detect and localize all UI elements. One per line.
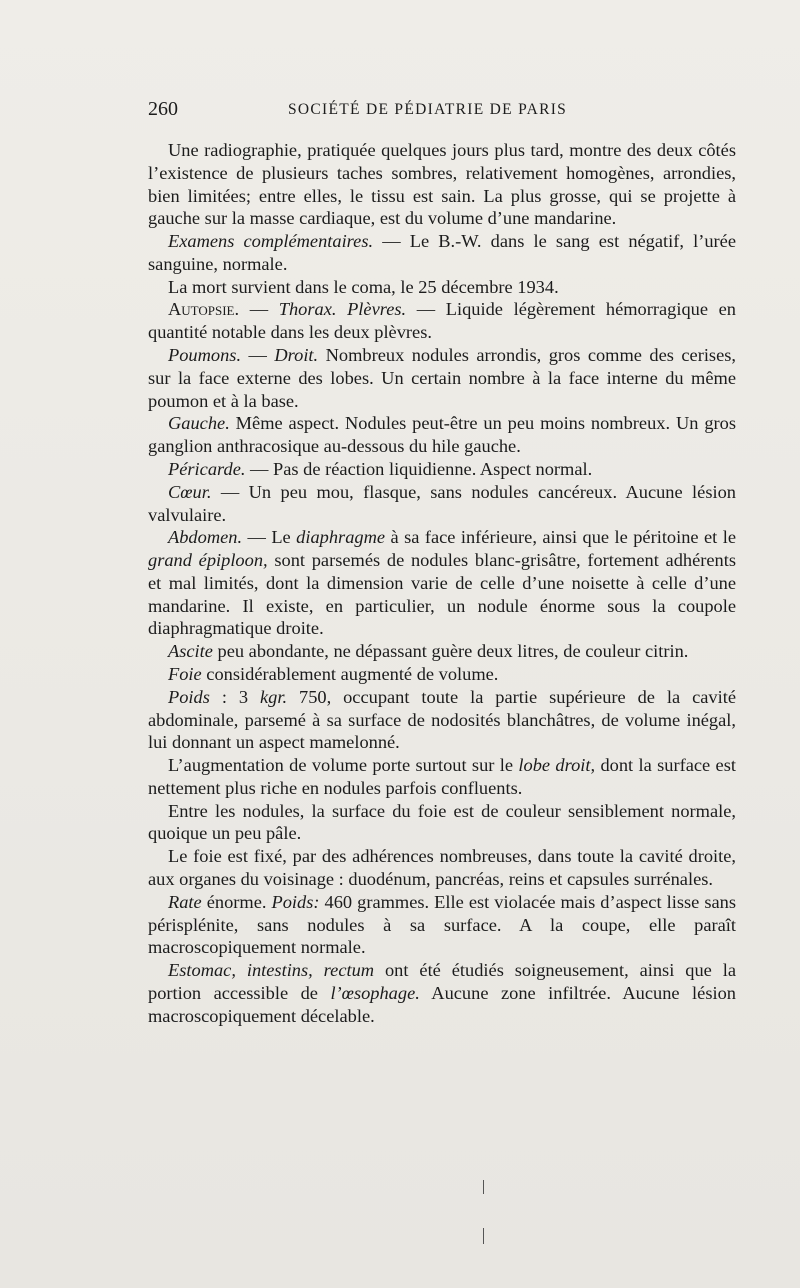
examens-label: Examens complémentaires. [168,231,374,252]
paragraph-estomac: Estomac, intestins, rectum ont été étudiés soigneusement, ainsi que la portion accessible de l’œsophage. Aucune zone infiltrée. Aucune lésion macroscopiquement décelable. [148,960,736,1026]
paragraph-surface: Entre les nodules, la surface du foie est de couleur sensiblement normale, quoique un peu pâle. [148,800,736,844]
paragraph-examens: Examens complémentaires. — Le B.-W. dans le sang est négatif, l’urée sanguine, normale. [148,231,736,274]
print-mark [483,1228,484,1244]
running-head: SOCIÉTÉ DE PÉDIATRIE DE PARIS [288,101,568,118]
paragraph-adherences: Le foie est fixé, par des adhérences nombreuses, dans toute la cavité droite, aux organes du voisinage : duodénum, pancréas, reins et capsules surrénales. [148,846,736,889]
page-header [148,98,736,126]
paragraph-death: La mort survient dans le coma, le 25 décembre 1934. [168,276,559,297]
paragraph-poids-foie: Poids : 3 kgr. 750, occupant toute la partie supérieure de la cavité abdominale, parsemé à sa surface de nodosités blanchâtres, de volume inégal, lui donnant un aspect mamelonné. [148,686,736,753]
print-mark [483,1180,484,1194]
paragraph-gauche: Gauche. Même aspect. Nodules peut-être un peu moins nombreux. Un gros ganglion anthracosique au-dessous du hile gauche. [148,413,736,457]
paragraph-radiography: Une radiographie, pratiquée quelques jours plus tard, montre des deux côtés l’existence de plusieurs taches sombres, relativement homogènes, arrondies, bien limitées; entre elles, le tissu est sain. La plus grosse, qui se projette à gauche sur la masse cardiaque, est du volume d’une mandarine. [148,140,736,229]
paragraph-poumons: Poumons. — Droit. Nombreux nodules arrondis, gros comme des cerises, sur la face externe des lobes. Un certain nombre à la face interne du même poumon et à la base. [148,345,737,411]
autopsie-label: Autopsie. [168,299,240,320]
paragraph-coeur: Cœur. — Un peu mou, flasque, sans nodules cancéreux. Aucune lésion valvulaire. [148,481,736,525]
body-text [148,139,736,1027]
paragraph-foie: Foie considérablement augmenté de volume. [168,663,499,684]
paragraph-autopsie: Autopsie. — Thorax. Plèvres. — Liquide légèrement hémorragique en quantité notable dans les deux plèvres. [148,299,736,343]
paragraph-rate: Rate énorme. Poids: 460 grammes. Elle est violacée mais d’aspect lisse sans périsplénite, sans nodules à sa surface. A la coupe, elle paraît macroscopiquement normale. [148,891,736,958]
page-number: 260 [148,98,178,120]
paragraph-abdomen: Abdomen. — Le diaphragme à sa face inférieure, ainsi que le péritoine et le grand épiploon, sont parsemés de nodules blanc-grisâtre, fortement adhérents et mal limités, dont la dimension varie de celle d’une noisette à celle d’une mandarine. Il existe, en particulier, un nodule énorme sous la coupole diaphragmatique droite. [148,527,736,639]
paragraph-ascite: Ascite peu abondante, ne dépassant guère deux litres, de couleur citrin. [168,641,689,662]
paragraph-augmentation: L’augmentation de volume porte surtout sur le lobe droit, dont la surface est nettement plus riche en nodules parfois confluents. [148,755,736,798]
paragraph-pericarde: Péricarde. — Pas de réaction liquidienne. Aspect normal. [168,458,593,479]
